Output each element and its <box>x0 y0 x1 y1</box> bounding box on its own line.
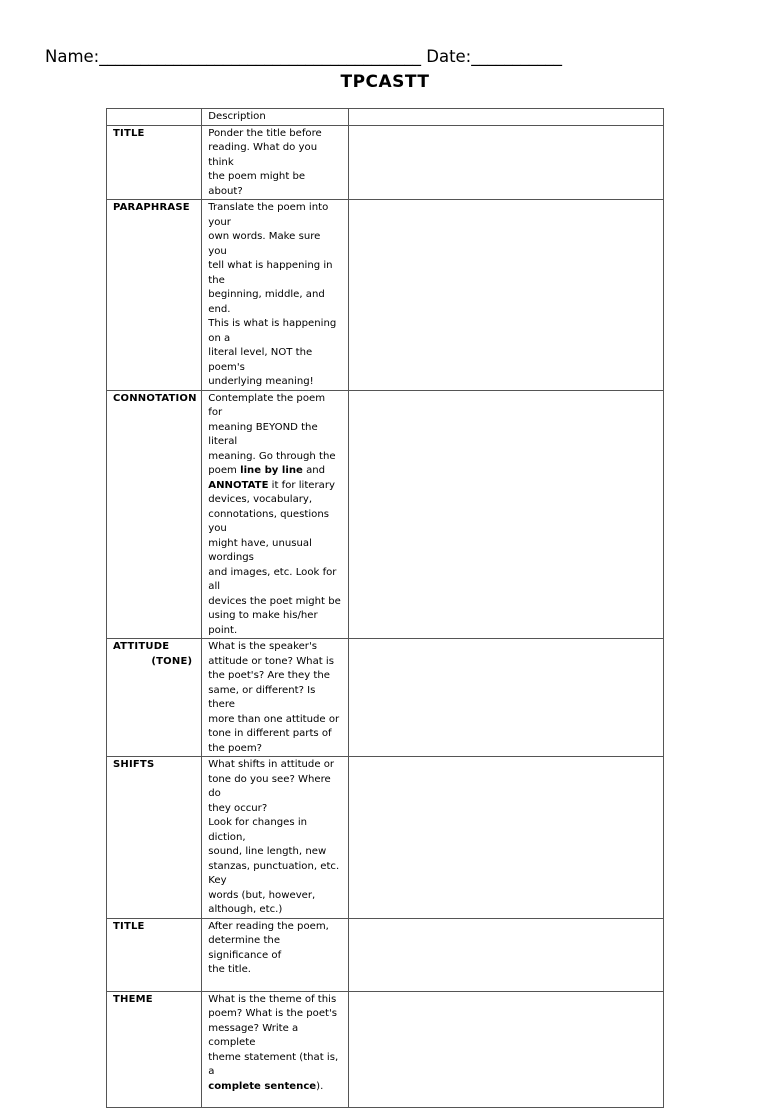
row-description <box>202 200 349 391</box>
description-emphasis: complete sentence <box>208 1080 317 1092</box>
table-row <box>107 200 664 391</box>
row-description <box>202 991 349 1107</box>
table-row <box>107 125 664 200</box>
row-label: CONNOTATION <box>113 392 197 404</box>
description-part: and <box>306 465 326 476</box>
answer-cell-shifts[interactable] <box>348 757 663 919</box>
answer-cell-paraphrase[interactable] <box>348 200 663 391</box>
row-description <box>202 918 349 991</box>
row-label: SHIFTS <box>113 759 155 770</box>
row-label: THEME <box>113 993 153 1005</box>
date-label: Date: <box>426 47 472 66</box>
table-row <box>107 991 664 1107</box>
row-sub-label: (TONE) <box>151 655 193 667</box>
document-title: TPCASTT <box>340 72 430 92</box>
header-empty-cell <box>107 109 202 126</box>
row-description <box>202 390 349 639</box>
tpcastt-table <box>106 108 664 1108</box>
name-date-line <box>45 47 562 66</box>
table-header-row <box>107 109 664 126</box>
row-label-connotation <box>107 390 202 639</box>
row-description <box>202 125 349 200</box>
date-blank[interactable]: ___________ <box>471 47 562 66</box>
description-part: ). <box>316 1080 324 1092</box>
table-row <box>107 390 664 639</box>
name-label: Name: <box>45 47 100 66</box>
description-emphasis: line by line <box>240 465 303 476</box>
description-text: What shifts in attitude or tone do you see? Where do they occur? Look for changes in diction, sound, line length, new stanzas, punctuation, etc. Key words (but, however, although, etc.) <box>208 759 340 915</box>
answer-cell-title[interactable] <box>348 125 663 200</box>
header-empty-cell <box>348 109 663 126</box>
description-part: it for literary devices, vocabulary, connotations, questions you might have, unusual wordings and images, etc. Look for all devices the poet might be using to make his/her point. <box>208 479 341 636</box>
row-label: TITLE <box>113 127 145 139</box>
row-label-theme <box>107 991 202 1107</box>
row-description <box>202 639 349 757</box>
row-label-title <box>107 125 202 200</box>
row-description <box>202 757 349 919</box>
description-part: Contemplate the poem for meaning BEYOND the literal meaning. Go through the poem <box>208 392 336 476</box>
description-emphasis: ANNOTATE <box>208 479 269 491</box>
description-text: After reading the poem, determine the significance of the title. <box>208 920 329 975</box>
answer-cell-title-2[interactable] <box>348 918 663 991</box>
description-text <box>208 393 341 636</box>
row-label-title-2 <box>107 918 202 991</box>
row-label: ATTITUDE <box>113 641 170 652</box>
row-label: TITLE <box>113 920 145 932</box>
table-row <box>107 918 664 991</box>
row-label: PARAPHRASE <box>113 202 190 213</box>
description-text <box>208 994 338 1092</box>
row-label-attitude <box>107 639 202 757</box>
table-row <box>107 757 664 919</box>
answer-cell-attitude[interactable] <box>348 639 663 757</box>
column-header-description: Description <box>202 109 349 126</box>
name-blank[interactable]: _______________________________________ <box>99 47 421 66</box>
answer-cell-theme[interactable] <box>348 991 663 1107</box>
row-label-shifts <box>107 757 202 919</box>
description-text: Translate the poem into your own words. Make sure you tell what is happening in the beginning, middle, and end. This is what is happening on a literal level, NOT the poem's underlying meaning! <box>208 202 337 387</box>
description-text: Ponder the title before reading. What do you think the poem might be about? <box>208 127 322 197</box>
table-row <box>107 639 664 757</box>
description-text: What is the speaker's attitude or tone? What is the poet's? Are they the same, or different? Is there more than one attitude or tone in different parts of the poem? <box>208 641 340 754</box>
description-part: What is the theme of this poem? What is the poet's message? Write a complete theme statement (that is, a <box>208 993 339 1077</box>
answer-cell-connotation[interactable] <box>348 390 663 639</box>
row-label-paraphrase <box>107 200 202 391</box>
